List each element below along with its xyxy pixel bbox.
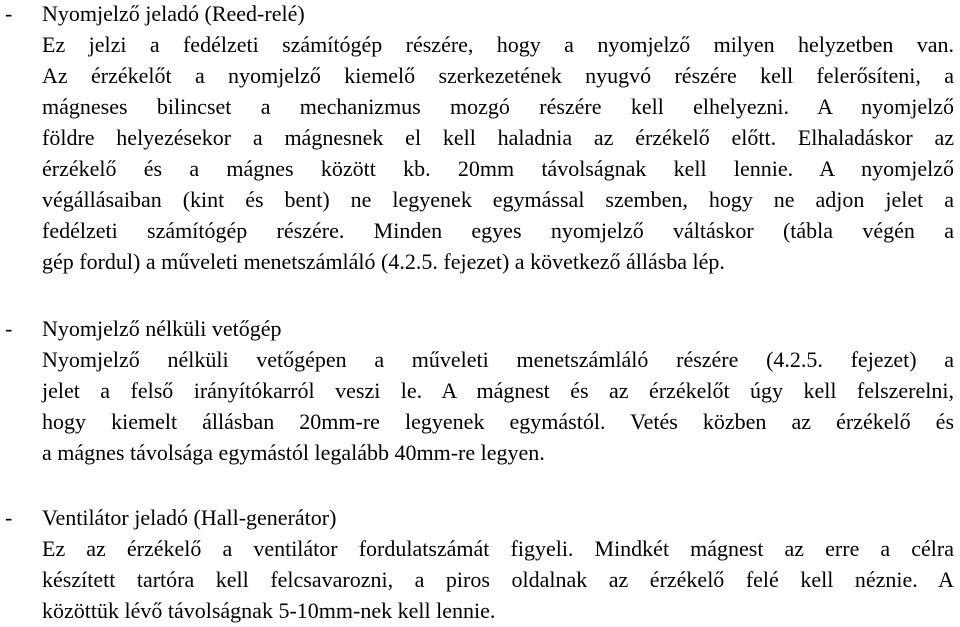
list-bullet: - [5, 505, 13, 530]
paragraph-line: gép fordul) a műveleti menetszámláló (4.2.5. fejezet) a következő állásba lép. [42, 249, 725, 274]
paragraph-line: jelet a felső irányítókarról veszi le. A mágnest és az érzékelőt úgy kell felszerelni, [42, 378, 954, 403]
section-heading [0, 313, 960, 344]
section-heading [0, 502, 960, 533]
paragraph-line: Nyomjelző nélküli vetőgépen a műveleti menetszámláló részére (4.2.5. fejezet) a [42, 347, 954, 372]
section-heading [0, 0, 960, 29]
section-reed-rele [0, 0, 960, 277]
paragraph-line: hogy kiemelt állásban 20mm-re legyenek egymástól. Vetés közben az érzékelő és [42, 409, 954, 434]
paragraph-line: végállásaiban (kint és bent) ne legyenek egymással szemben, hogy ne adjon jelet a [42, 187, 954, 212]
section-title: Ventilátor jeladó (Hall-generátor) [42, 505, 337, 530]
paragraph-line: fedélzeti számítógép részére. Minden egyes nyomjelző váltáskor (tábla végén a [42, 218, 954, 243]
paragraph-line: Ez jelzi a fedélzeti számítógép részére, hogy a nyomjelző milyen helyzetben van. [42, 32, 954, 57]
section-nyomjelzo-nelkuli [0, 313, 960, 468]
section-title: Nyomjelző nélküli vetőgép [42, 316, 282, 341]
paragraph-line: mágneses bilincset a mechanizmus mozgó részére kell elhelyezni. A nyomjelző [42, 94, 954, 119]
paragraph-line: közöttük lévő távolságnak 5-10mm-nek kell lennie. [42, 598, 496, 623]
paragraph-line: földre helyezésekor a mágnesnek el kell haladnia az érzékelő előtt. Elhaladáskor az [42, 125, 954, 150]
paragraph-line: készített tartóra kell felcsavarozni, a piros oldalnak az érzékelő felé kell néznie. A [42, 567, 954, 592]
list-bullet: - [5, 1, 13, 26]
section-title: Nyomjelző jeladó (Reed-relé) [42, 1, 305, 26]
paragraph-line: Ez az érzékelő a ventilátor fordulatszámát figyeli. Mindkét mágnest az erre a célra [42, 536, 954, 561]
paragraph-line: Az érzékelőt a nyomjelző kiemelő szerkezetének nyugvó részére kell felerősíteni, a [42, 63, 954, 88]
paragraph-line: a mágnes távolsága egymástól legalább 40mm-re legyen. [42, 440, 545, 465]
section-ventilator-jelado [0, 502, 960, 626]
list-bullet: - [5, 316, 13, 341]
paragraph-line: érzékelő és a mágnes között kb. 20mm távolságnak kell lennie. A nyomjelző [42, 156, 954, 181]
